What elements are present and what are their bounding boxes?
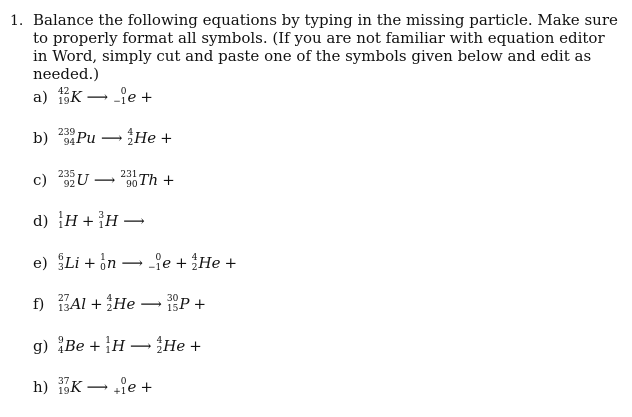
plus-sign: +	[193, 295, 207, 313]
nuclide	[58, 336, 85, 356]
isotope-numbers	[120, 170, 137, 190]
isotope-numbers	[167, 294, 178, 314]
element-symbol: Li	[64, 254, 80, 272]
equation-label: g)	[33, 337, 49, 355]
atomic-number: 2	[106, 304, 113, 314]
nuclide	[58, 377, 82, 397]
nuclide	[107, 294, 136, 314]
plus-sign: +	[140, 378, 153, 396]
plus-sign: +	[140, 88, 153, 106]
nuclide	[58, 294, 86, 314]
isotope-numbers	[58, 170, 75, 190]
nuclide	[58, 170, 89, 190]
mass-number: 9	[58, 336, 64, 346]
isotope-numbers	[58, 128, 75, 148]
element-symbol: K	[70, 378, 82, 396]
plus-sign: +	[90, 295, 103, 313]
equation-row	[33, 333, 206, 359]
plus-sign: +	[189, 337, 202, 355]
element-symbol: He	[163, 337, 186, 355]
nuclide	[157, 336, 186, 356]
reaction-arrow: ⟶	[86, 88, 109, 106]
mass-number: 1	[100, 253, 106, 263]
nuclide	[127, 128, 156, 148]
atomic-number: 2	[191, 263, 198, 273]
isotope-numbers	[192, 253, 198, 273]
mass-number: 6	[58, 253, 64, 263]
element-symbol: H	[64, 212, 78, 230]
reaction-arrow: ⟶	[86, 378, 109, 396]
isotope-numbers	[58, 294, 69, 314]
plus-sign: +	[160, 129, 173, 147]
atomic-number: 15	[166, 304, 179, 314]
nuclide	[58, 87, 82, 107]
element-symbol: n	[106, 254, 117, 272]
question-number: 1.	[10, 13, 24, 29]
atomic-number: 2	[156, 346, 163, 356]
isotope-numbers	[100, 253, 106, 273]
equation-label: f)	[33, 295, 45, 313]
reaction-arrow: ⟶	[140, 295, 162, 313]
atomic-number: 94	[63, 138, 76, 148]
element-symbol: e	[127, 378, 137, 396]
mass-number: 4	[191, 253, 198, 263]
atomic-number: 1	[98, 221, 105, 231]
equation-label: c)	[33, 171, 48, 189]
plus-sign: +	[162, 171, 175, 189]
equation-row	[33, 291, 210, 317]
isotope-numbers	[105, 336, 111, 356]
atomic-number: 1	[58, 221, 64, 231]
atomic-number: −1	[113, 97, 127, 107]
nuclide	[58, 128, 96, 148]
mass-number: 4	[127, 128, 134, 138]
isotope-numbers	[113, 87, 126, 107]
isotope-numbers	[157, 336, 163, 356]
element-symbol: H	[105, 212, 119, 230]
nuclide	[98, 211, 118, 231]
mass-number: 30	[166, 294, 179, 304]
reaction-arrow: ⟶	[130, 337, 152, 355]
reaction-arrow: ⟶	[93, 171, 116, 189]
mass-number: 42	[58, 87, 70, 97]
atomic-number: 13	[58, 304, 70, 314]
equation-row	[33, 250, 241, 276]
nuclide	[100, 253, 116, 273]
isotope-numbers	[58, 336, 64, 356]
element-symbol: e	[162, 254, 172, 272]
plus-sign: +	[224, 254, 238, 272]
nuclide	[167, 294, 190, 314]
element-symbol: Pu	[76, 129, 96, 147]
nuclide	[58, 253, 80, 273]
equation-row	[33, 208, 150, 234]
equation-label: e)	[33, 254, 48, 272]
mass-number: 27	[58, 294, 70, 304]
equation-row	[33, 125, 177, 151]
atomic-number: 1	[105, 346, 111, 356]
atomic-number: 92	[63, 180, 76, 190]
equation-label: b)	[33, 129, 49, 147]
atomic-number: 2	[127, 138, 134, 148]
isotope-numbers	[148, 253, 161, 273]
atomic-number: 19	[58, 387, 70, 397]
mass-number: 1	[105, 336, 111, 346]
atomic-number: +1	[113, 387, 127, 397]
element-symbol: Th	[138, 171, 159, 189]
mass-number: 0	[120, 377, 127, 387]
isotope-numbers	[113, 377, 126, 397]
plus-sign: +	[175, 254, 188, 272]
element-symbol: He	[113, 295, 136, 313]
plus-sign: +	[81, 212, 95, 230]
element-symbol: He	[134, 129, 157, 147]
isotope-numbers	[58, 377, 69, 397]
isotope-numbers	[107, 294, 113, 314]
mass-number: 0	[155, 253, 162, 263]
mass-number: 3	[98, 211, 105, 221]
mass-number: 1	[58, 211, 64, 221]
mass-number: 0	[120, 87, 127, 97]
nuclide	[113, 377, 136, 397]
element-symbol: K	[70, 88, 82, 106]
nuclide	[113, 87, 136, 107]
element-symbol: U	[76, 171, 89, 189]
atomic-number: 4	[58, 346, 64, 356]
isotope-numbers	[127, 128, 133, 148]
nuclide	[58, 211, 78, 231]
element-symbol: e	[127, 88, 137, 106]
equation-row	[33, 374, 157, 400]
element-symbol: P	[179, 295, 190, 313]
nuclide	[105, 336, 125, 356]
reaction-arrow: ⟶	[100, 129, 123, 147]
equation-label: h)	[33, 378, 49, 396]
isotope-numbers	[98, 211, 104, 231]
isotope-numbers	[58, 211, 64, 231]
atomic-number: 90	[126, 180, 138, 190]
isotope-numbers	[58, 253, 64, 273]
equation-label: a)	[33, 88, 48, 106]
nuclide	[148, 253, 171, 273]
element-symbol: Al	[70, 295, 87, 313]
plus-sign: +	[88, 337, 102, 355]
atomic-number: 3	[58, 263, 64, 273]
reaction-arrow: ⟶	[123, 212, 145, 230]
equation-label: d)	[33, 212, 49, 230]
element-symbol: Be	[64, 337, 85, 355]
question-text: Balance the following equations by typing in the missing particle. Make sure to properly format all symbols. (If you are not familiar with equation editor in Word, simply cut and paste one of the symbols given below and edit as needed.)	[33, 11, 618, 83]
plus-sign: +	[83, 254, 97, 272]
atomic-number: −1	[148, 263, 162, 273]
nuclide	[192, 253, 221, 273]
atomic-number: 0	[100, 263, 106, 273]
reaction-arrow: ⟶	[121, 254, 143, 272]
atomic-number: 19	[58, 97, 70, 107]
mass-number: 231	[120, 170, 138, 180]
equation-row	[33, 84, 157, 110]
element-symbol: He	[198, 254, 221, 272]
mass-number: 37	[58, 377, 70, 387]
equation-row	[33, 167, 179, 193]
mass-number: 4	[156, 336, 163, 346]
mass-number: 4	[106, 294, 113, 304]
mass-number: 235	[58, 170, 76, 180]
nuclide	[120, 170, 158, 190]
element-symbol: H	[111, 337, 126, 355]
isotope-numbers	[58, 87, 69, 107]
mass-number: 239	[58, 128, 76, 138]
